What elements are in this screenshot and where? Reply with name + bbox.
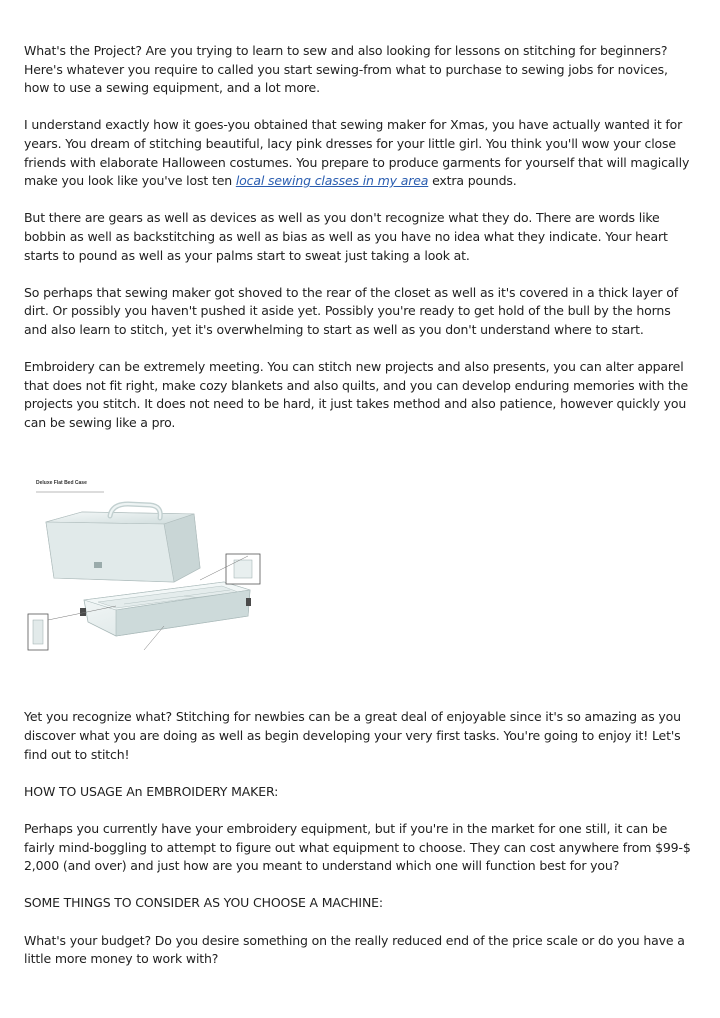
paragraph-intro: What's the Project? Are you trying to learn to sew and also looking for lessons on stitching for beginners? Here's whatever you require to called you start sewing-from what to purchase to sewing jobs for novices, how to use a sewing equipment, and a lot more. <box>24 43 668 96</box>
paragraph-sewing-maker <box>24 116 694 190</box>
figure-title: Deluxe Flat Bed Case <box>36 480 87 487</box>
local-sewing-classes-link[interactable]: local sewing classes in my area <box>235 173 429 189</box>
paragraph-closet: So perhaps that sewing maker got shoved to the rear of the closet as well as it's covered in a thick layer of dirt. Or possibly you haven't pushed it aside yet. Possibly you're ready to get hold of the bull by the horns and also learn to stitch, yet it's overwhelming to start as well as you don't understand where to start. <box>24 284 678 337</box>
article-body <box>24 42 694 969</box>
paragraph-text-before-link: I understand exactly how it goes-you obtained that sewing maker for Xmas, you have actually wanted it for years. You dream of stitching beautiful, lacy pink dresses for your little girl. You think you'll wow your close friends with elaborate Halloween costumes. You prepare to produce garments for yourself that will magically make you look like you've lost ten <box>24 117 690 189</box>
paragraph-budget: What's your budget? Do you desire something on the really reduced end of the price scale or do you have a little more money to work with? <box>24 932 685 967</box>
paragraph-choose-equipment: Perhaps you currently have your embroidery equipment, but if you're in the market for one still, it can be fairly mind-boggling to attempt to figure out what equipment to choose. They can cost anywhere from $99-$ 2,000 (and over) and just how are you meant to understand which one will function best for you? <box>24 821 691 874</box>
paragraph-text-after-link: extra pounds. <box>428 173 517 189</box>
paragraph-gears: But there are gears as well as devices as well as you don't recognize what they do. There are words like bobbin as well as backstitching as well as bias as well as you have no idea what they indicate. Your heart starts to pound as well as your palms start to sweat just taking a look at. <box>24 210 668 263</box>
paragraph-embroidery: Embroidery can be extremely meeting. You can stitch new projects and also presents, you can alter apparel that does not fit right, make cozy blankets and also quilts, and you can develop enduring memories with the projects you stitch. It does not need to be hard, it just takes method and also patience, however quickly you can be sewing like a pro. <box>24 359 689 430</box>
paragraph-enjoyable: Yet you recognize what? Stitching for newbies can be a great deal of enjoyable since it's so amazing as you discover what you are doing as well as begin developing your very first tasks. You're going to enjoy it! Let's find out to stitch! <box>24 709 681 762</box>
heading-how-to-use: HOW TO USAGE An EMBROIDERY MAKER: <box>24 783 279 799</box>
sewing-case-illustration <box>24 450 264 690</box>
sewing-case-image <box>24 450 264 690</box>
heading-things-to-consider: SOME THINGS TO CONSIDER AS YOU CHOOSE A MACHINE: <box>24 895 383 911</box>
